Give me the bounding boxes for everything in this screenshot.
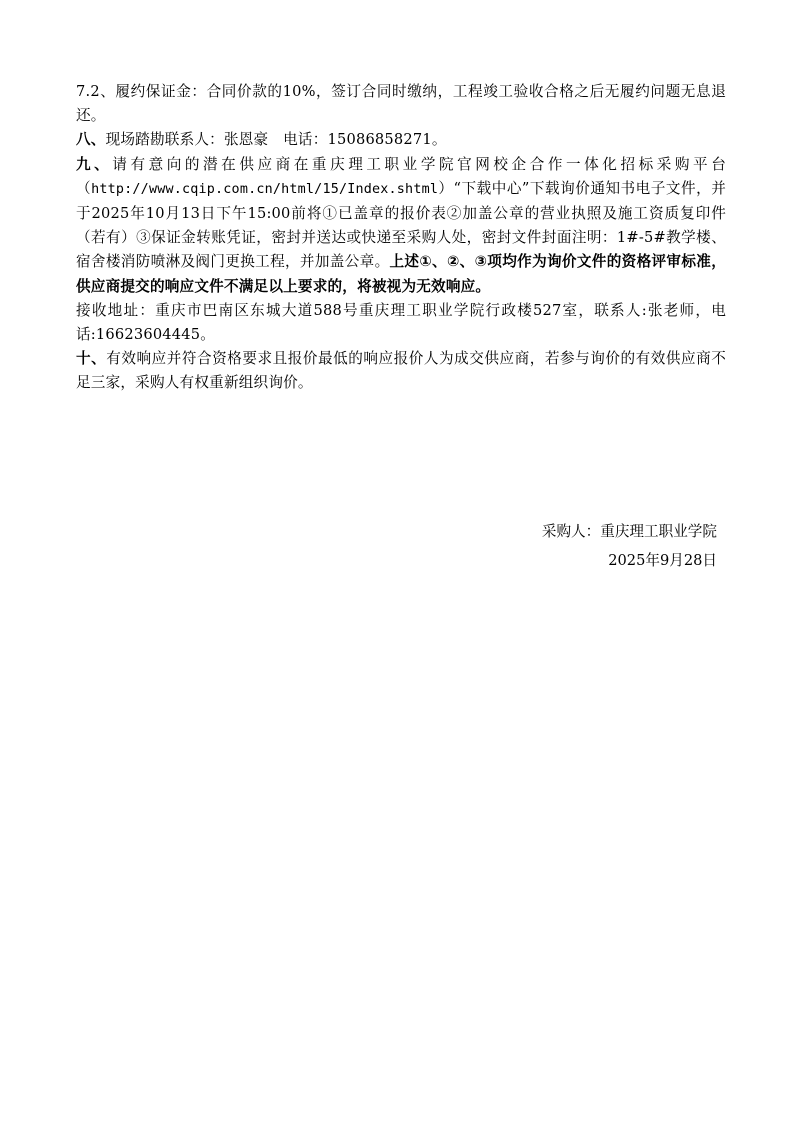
- section-9-instructions: ）“下载中心”下载询价通知书电子文件，并于2025年10月13日下午15:00前将①已盖章的报价表②加盖公章的营业执照及施工资质复印件（若有）③保证金转账凭证，密封并送达或快递至采购人处，密封文件封面注明：1#-5#教学楼、宿舍楼消防喷淋及阀门更换工程，并加盖公章。: [76, 179, 726, 271]
- section-9-heading: 九、: [76, 155, 113, 173]
- paragraph-section-8: [76, 128, 726, 152]
- site-visit-contact: 现场踏勘联系人：张恩豪 电话：15086858271。: [105, 131, 447, 149]
- purchaser-signature: 采购人：重庆理工职业学院: [541, 523, 717, 540]
- section-10-text: 有效响应并符合资格要求且报价最低的响应报价人为成交供应商，若参与询价的有效供应商不足三家，采购人有权重新组织询价。: [76, 350, 726, 392]
- performance-deposit-text: 7.2、履约保证金：合同价款的10%，签订合同时缴纳，工程竣工验收合格之后无履约问题无息退还。: [76, 83, 726, 125]
- section-10-heading: 十、: [76, 350, 107, 368]
- document-body: [76, 80, 726, 396]
- procurement-platform-link[interactable]: http://www.cqip.com.cn/html/15/Index.shtml: [91, 181, 439, 197]
- paragraph-receiving-address: [76, 299, 726, 347]
- signature-date: 2025年9月28日: [608, 552, 717, 569]
- paragraph-section-9: [76, 153, 726, 299]
- qualification-note: 上述①、②、③项均作为询价文件的资格评审标准，供应商提交的响应文件不满足以上要求的，将被视为无效响应。: [76, 253, 727, 295]
- section-8-heading: 八、: [76, 131, 106, 149]
- paragraph-performance-deposit: [76, 80, 726, 128]
- receiving-address: 接收地址：重庆市巴南区东城大道588号重庆理工职业学院行政楼527室，联系人:张老师，电话:16623604445。: [76, 301, 726, 344]
- section-9-intro: 请有意向的潜在供应商在重庆理工职业学院官网校企合作一体化招标采购平台（: [76, 155, 726, 197]
- paragraph-section-10: [76, 347, 726, 395]
